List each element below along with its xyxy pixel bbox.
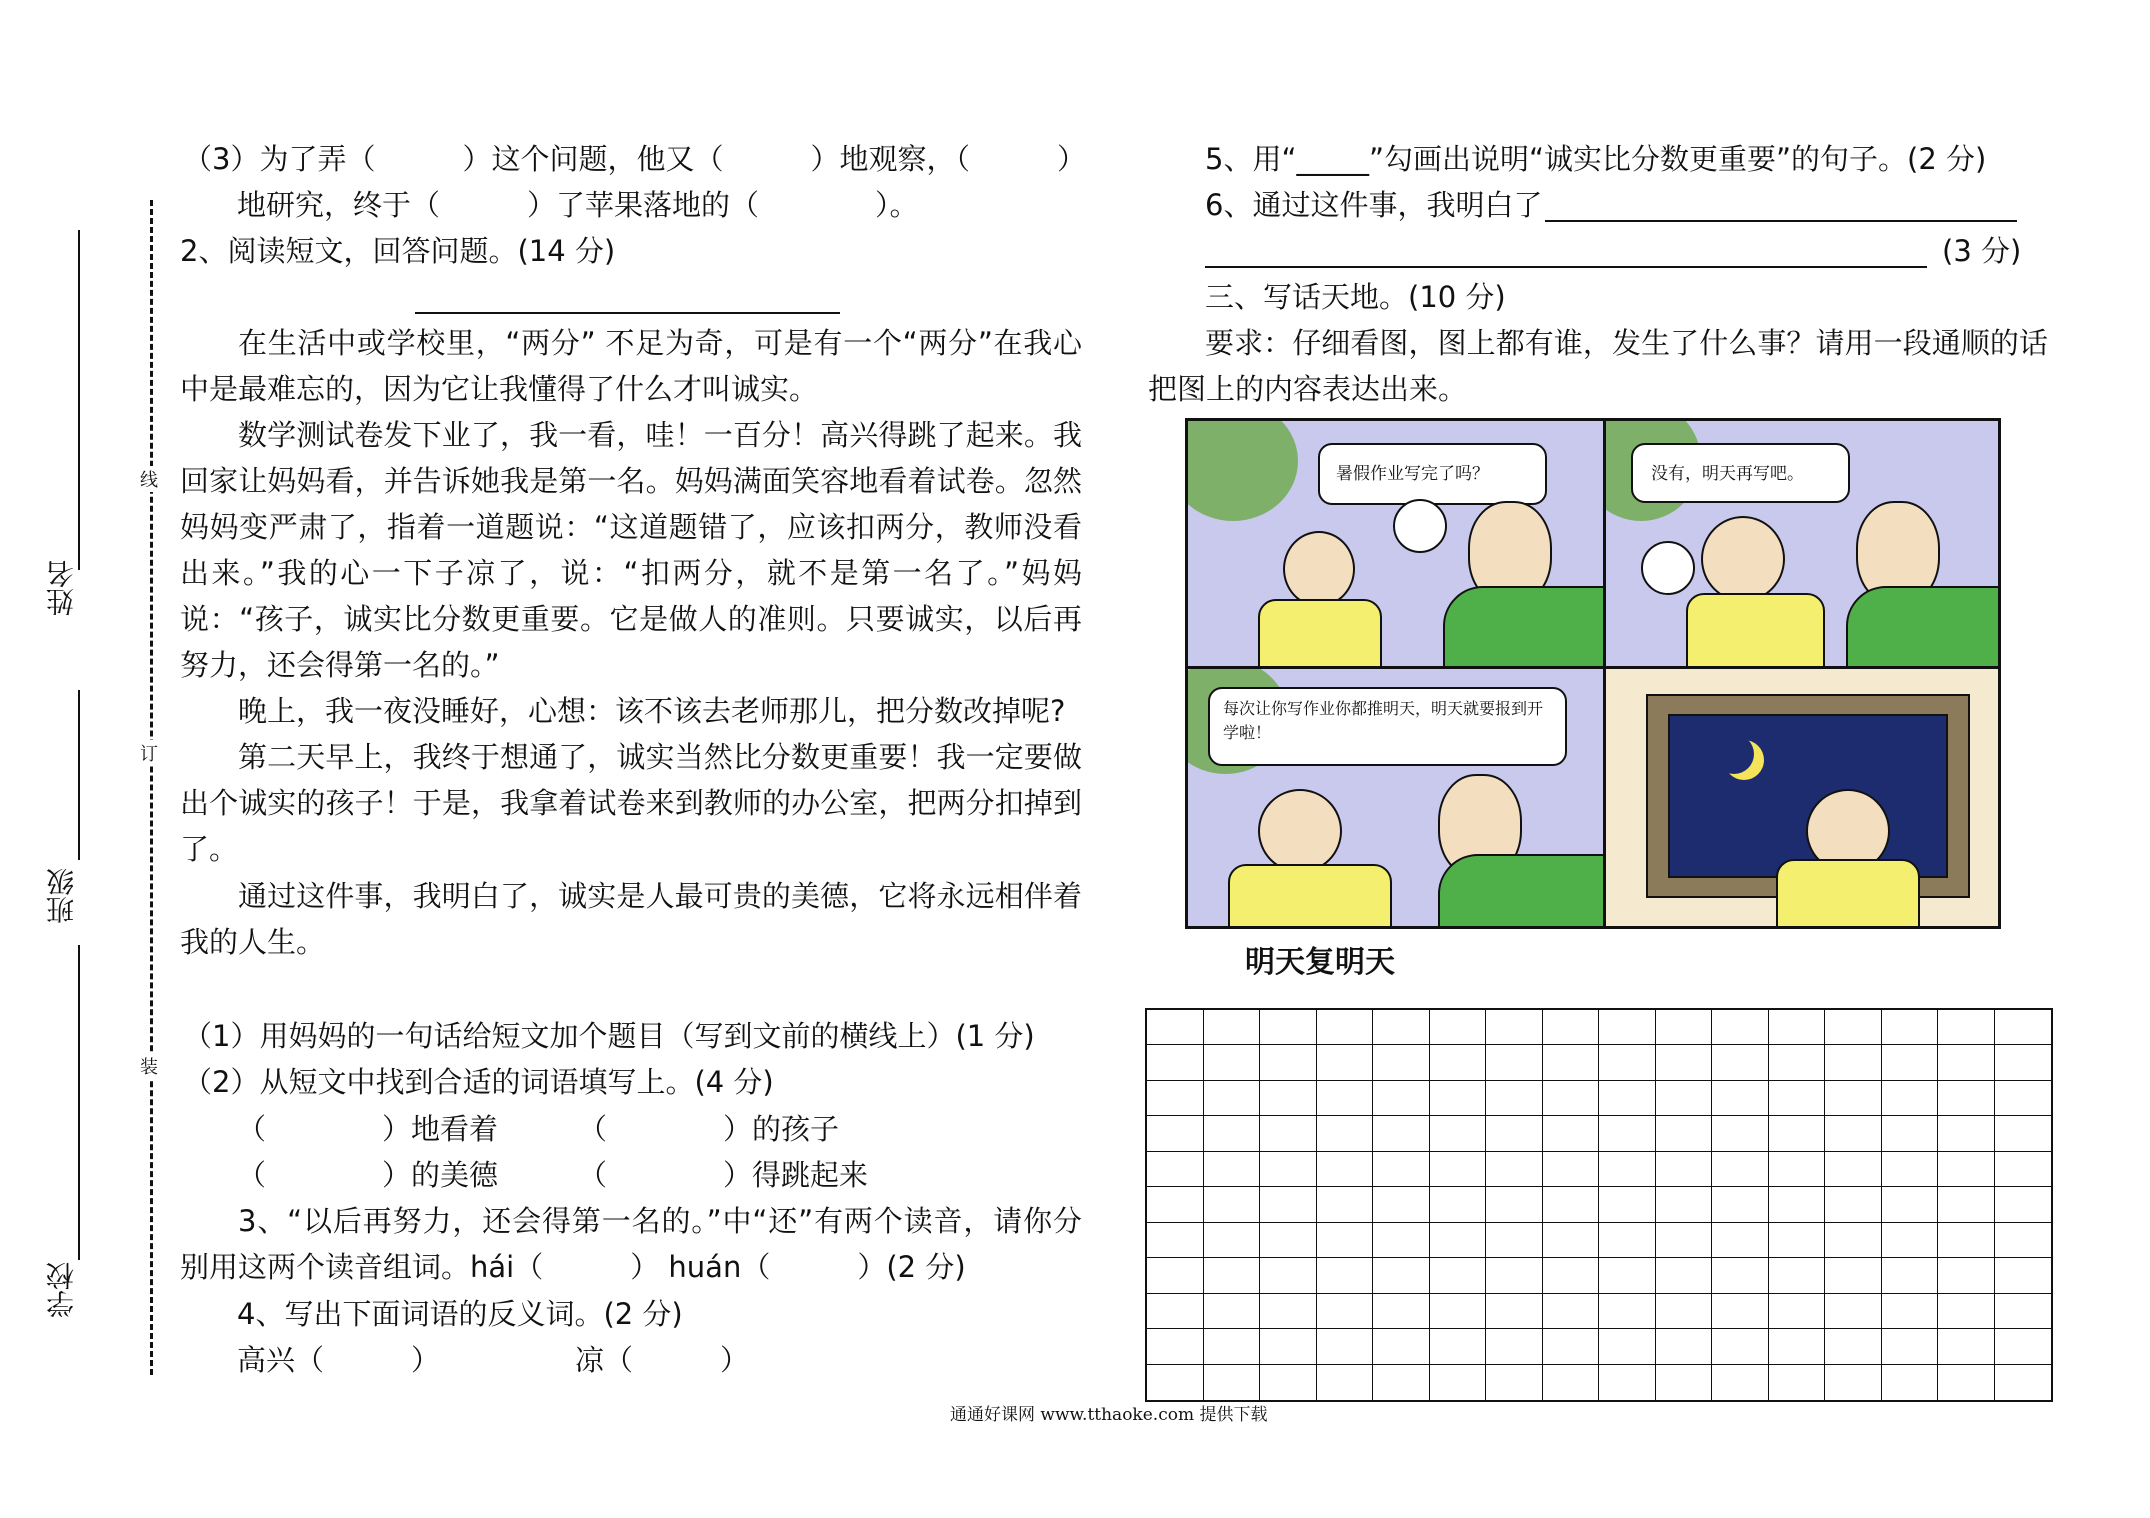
grid-cell[interactable] <box>1995 1365 2052 1400</box>
grid-cell[interactable] <box>1882 1081 1939 1116</box>
grid-cell[interactable] <box>1712 1081 1769 1116</box>
grid-cell[interactable] <box>1543 1010 1600 1045</box>
grid-cell[interactable] <box>1599 1365 1656 1400</box>
grid-cell[interactable] <box>1882 1223 1939 1258</box>
grid-cell[interactable] <box>1938 1294 1995 1329</box>
grid-cell[interactable] <box>1204 1116 1261 1151</box>
grid-cell[interactable] <box>1543 1116 1600 1151</box>
grid-cell[interactable] <box>1769 1010 1826 1045</box>
grid-cell[interactable] <box>1260 1081 1317 1116</box>
grid-cell[interactable] <box>1260 1329 1317 1364</box>
grid-cell[interactable] <box>1486 1365 1543 1400</box>
grid-cell[interactable] <box>1543 1258 1600 1293</box>
q2-blank-d[interactable]: （ ）得跳起来 <box>578 1158 869 1192</box>
grid-cell[interactable] <box>1599 1045 1656 1080</box>
grid-cell[interactable] <box>1938 1116 1995 1151</box>
grid-cell[interactable] <box>1882 1116 1939 1151</box>
grid-cell[interactable] <box>1543 1152 1600 1187</box>
grid-cell[interactable] <box>1825 1187 1882 1222</box>
comic-strip <box>1185 418 2001 929</box>
question-3: 3、“以后再努力，还会得第一名的。”中“还”有两个读音，请你分别用这两个读音组词。hái（ ） huán（ ）(2 分) <box>180 1204 1082 1284</box>
grid-cell[interactable] <box>1147 1116 1204 1151</box>
school-line <box>78 945 80 1260</box>
grid-cell[interactable] <box>1938 1010 1995 1045</box>
section2-title: 2、阅读短文，回答问题。(14 分) <box>180 234 616 268</box>
grid-cell[interactable] <box>1373 1010 1430 1045</box>
comic-panel-4 <box>1606 669 1998 926</box>
grid-cell[interactable] <box>1825 1081 1882 1116</box>
grid-cell[interactable] <box>1825 1329 1882 1364</box>
grid-cell[interactable] <box>1769 1116 1826 1151</box>
bind-label-pack: 装 <box>140 1053 158 1079</box>
grid-cell[interactable] <box>1317 1329 1374 1364</box>
grid-cell[interactable] <box>1656 1081 1713 1116</box>
grid-cell[interactable] <box>1599 1081 1656 1116</box>
grid-cell[interactable] <box>1656 1329 1713 1364</box>
grid-cell[interactable] <box>1204 1152 1261 1187</box>
grid-cell[interactable] <box>1260 1187 1317 1222</box>
grid-cell[interactable] <box>1882 1187 1939 1222</box>
grid-cell[interactable] <box>1995 1010 2052 1045</box>
boy-figure <box>1283 531 1355 607</box>
grid-cell[interactable] <box>1147 1258 1204 1293</box>
night-window <box>1668 714 1948 878</box>
q4-blank-b[interactable]: 凉（ ） <box>575 1343 750 1377</box>
grid-cell[interactable] <box>1656 1294 1713 1329</box>
grid-cell[interactable] <box>1825 1116 1882 1151</box>
grid-cell[interactable] <box>1317 1258 1374 1293</box>
grid-cell[interactable] <box>1769 1294 1826 1329</box>
bubble-text: 暑假作业写完了吗？ <box>1336 464 1489 484</box>
grid-cell[interactable] <box>1373 1258 1430 1293</box>
grid-cell[interactable] <box>1260 1045 1317 1080</box>
grid-cell[interactable] <box>1430 1045 1487 1080</box>
grid-cell[interactable] <box>1543 1187 1600 1222</box>
comic-title: 明天复明天 <box>1245 945 1395 980</box>
grid-cell[interactable] <box>1769 1152 1826 1187</box>
grid-cell[interactable] <box>1430 1010 1487 1045</box>
grid-cell[interactable] <box>1317 1045 1374 1080</box>
grid-cell[interactable] <box>1882 1258 1939 1293</box>
grid-cell[interactable] <box>1147 1081 1204 1116</box>
grid-cell[interactable] <box>1712 1329 1769 1364</box>
grid-cell[interactable] <box>1769 1045 1826 1080</box>
paragraph-5: 通过这件事，我明白了，诚实是人最可贵的美德，它将永远相伴着我的人生。 <box>180 879 1082 959</box>
grid-cell[interactable] <box>1430 1365 1487 1400</box>
binding-dashed-line <box>150 200 153 1375</box>
grid-cell[interactable] <box>1204 1294 1261 1329</box>
grid-cell[interactable] <box>1147 1329 1204 1364</box>
comic-panel-3 <box>1188 669 1606 926</box>
q2-blank-a[interactable]: （ ）地看着 <box>237 1112 499 1146</box>
grid-cell[interactable] <box>1656 1187 1713 1222</box>
grid-cell[interactable] <box>1825 1010 1882 1045</box>
grid-cell[interactable] <box>1995 1152 2052 1187</box>
grid-cell[interactable] <box>1543 1329 1600 1364</box>
name-line <box>78 230 80 570</box>
school-label: 学校 <box>45 1262 78 1318</box>
class-label: 班级 <box>45 868 78 924</box>
grid-cell[interactable] <box>1317 1365 1374 1400</box>
grid-cell[interactable] <box>1995 1294 2052 1329</box>
grid-cell[interactable] <box>1712 1010 1769 1045</box>
grid-cell[interactable] <box>1373 1365 1430 1400</box>
grid-cell[interactable] <box>1599 1010 1656 1045</box>
grid-cell[interactable] <box>1543 1223 1600 1258</box>
grid-cell[interactable] <box>1599 1329 1656 1364</box>
grid-cell[interactable] <box>1938 1045 1995 1080</box>
footer-credit: 通通好课网 www.tthaoke.com 提供下载 <box>950 1405 1268 1425</box>
grid-cell[interactable] <box>1486 1045 1543 1080</box>
tree-foliage <box>1188 421 1298 521</box>
grid-cell[interactable] <box>1995 1223 2052 1258</box>
grid-cell[interactable] <box>1656 1258 1713 1293</box>
grid-cell[interactable] <box>1599 1294 1656 1329</box>
grid-cell[interactable] <box>1882 1010 1939 1045</box>
grid-cell[interactable] <box>1995 1116 2052 1151</box>
class-line <box>78 690 80 860</box>
q3-line2: 地研究，终于（ ）了苹果落地的（ ）。 <box>237 188 919 222</box>
comic-panel-2 <box>1606 421 1998 669</box>
grid-cell[interactable] <box>1543 1081 1600 1116</box>
grid-cell[interactable] <box>1317 1081 1374 1116</box>
grid-cell[interactable] <box>1712 1116 1769 1151</box>
grid-cell[interactable] <box>1204 1258 1261 1293</box>
grid-cell[interactable] <box>1147 1365 1204 1400</box>
grid-cell[interactable] <box>1486 1329 1543 1364</box>
grid-cell[interactable] <box>1712 1258 1769 1293</box>
grid-cell[interactable] <box>1882 1329 1939 1364</box>
grid-cell[interactable] <box>1430 1329 1487 1364</box>
grid-cell[interactable] <box>1938 1187 1995 1222</box>
paragraph-4: 第二天早上，我终于想通了，诚实当然比分数更重要！我一定要做出个诚实的孩子！于是，我拿着试卷来到教师的办公室，把两分扣掉到了。 <box>180 740 1082 866</box>
grid-cell[interactable] <box>1373 1152 1430 1187</box>
grid-cell[interactable] <box>1712 1152 1769 1187</box>
grid-cell[interactable] <box>1430 1258 1487 1293</box>
grid-cell[interactable] <box>1430 1187 1487 1222</box>
grid-cell[interactable] <box>1204 1045 1261 1080</box>
grid-cell[interactable] <box>1825 1294 1882 1329</box>
grid-cell[interactable] <box>1995 1329 2052 1364</box>
grid-cell[interactable] <box>1260 1116 1317 1151</box>
mother-dress <box>1443 586 1606 669</box>
grid-cell[interactable] <box>1656 1045 1713 1080</box>
grid-cell[interactable] <box>1769 1223 1826 1258</box>
grid-cell[interactable] <box>1882 1152 1939 1187</box>
grid-cell[interactable] <box>1204 1329 1261 1364</box>
grid-cell[interactable] <box>1882 1045 1939 1080</box>
grid-cell[interactable] <box>1373 1081 1430 1116</box>
grid-cell[interactable] <box>1938 1329 1995 1364</box>
grid-cell[interactable] <box>1260 1365 1317 1400</box>
boy-shirt <box>1228 864 1392 926</box>
grid-cell[interactable] <box>1938 1152 1995 1187</box>
paragraph-1: 在生活中或学校里，“两分” 不足为奇，可是有一个“两分”在我心中是最难忘的，因为它让我懂得了什么才叫诚实。 <box>180 326 1082 406</box>
bubble-text: 没有，明天再写吧。 <box>1651 464 1804 484</box>
grid-cell[interactable] <box>1317 1187 1374 1222</box>
grid-cell[interactable] <box>1769 1365 1826 1400</box>
grid-cell[interactable] <box>1769 1329 1826 1364</box>
grid-cell[interactable] <box>1995 1081 2052 1116</box>
grid-cell[interactable] <box>1543 1365 1600 1400</box>
grid-cell[interactable] <box>1373 1187 1430 1222</box>
grid-cell[interactable] <box>1656 1223 1713 1258</box>
q2-blank-c[interactable]: （ ）的美德 <box>237 1158 499 1192</box>
grid-cell[interactable] <box>1486 1081 1543 1116</box>
grid-cell[interactable] <box>1825 1045 1882 1080</box>
grid-cell[interactable] <box>1543 1294 1600 1329</box>
soccer-ball-icon <box>1393 499 1447 553</box>
grid-cell[interactable] <box>1486 1010 1543 1045</box>
grid-cell[interactable] <box>1656 1116 1713 1151</box>
grid-cell[interactable] <box>1260 1258 1317 1293</box>
grid-cell[interactable] <box>1543 1045 1600 1080</box>
grid-cell[interactable] <box>1147 1152 1204 1187</box>
bind-label-line: 线 <box>140 466 158 492</box>
grid-cell[interactable] <box>1882 1365 1939 1400</box>
grid-cell[interactable] <box>1204 1223 1261 1258</box>
grid-cell[interactable] <box>1656 1010 1713 1045</box>
grid-cell[interactable] <box>1373 1045 1430 1080</box>
question-4: 4、写出下面词语的反义词。(2 分) <box>237 1297 683 1331</box>
grid-cell[interactable] <box>1147 1187 1204 1222</box>
question-2: （2）从短文中找到合适的词语填写上。(4 分) <box>183 1065 774 1099</box>
comic-panel-1 <box>1188 421 1606 669</box>
grid-cell[interactable] <box>1599 1258 1656 1293</box>
moon-icon <box>1714 734 1754 774</box>
grid-cell[interactable] <box>1825 1365 1882 1400</box>
grid-cell[interactable] <box>1260 1010 1317 1045</box>
paragraph-2: 数学测试卷发下业了，我一看，哇！一百分！高兴得跳了起来。我回家让妈妈看，并告诉她我是第一名。妈妈满面笑容地看着试卷。忽然妈妈变严肃了，指着一道题说：“这道题错了，应该扣两分，教师没看出来。”我的心一下子凉了，说：“扣两分，就不是第一名了。”妈妈说：“孩子，诚实比分数更重要。它是做人的准则。只要诚实，以后再努力，还会得第一名的。” <box>180 418 1082 682</box>
grid-cell[interactable] <box>1204 1081 1261 1116</box>
q2-blank-b[interactable]: （ ）的孩子 <box>578 1112 840 1146</box>
grid-cell[interactable] <box>1430 1152 1487 1187</box>
grid-cell[interactable] <box>1204 1010 1261 1045</box>
grid-cell[interactable] <box>1599 1223 1656 1258</box>
grid-cell[interactable] <box>1712 1187 1769 1222</box>
bubble-text: 每次让你写作业你都推明天，明天就要报到开学啦！ <box>1223 699 1544 742</box>
grid-cell[interactable] <box>1938 1223 1995 1258</box>
section3-title: 三、写话天地。(10 分) <box>1205 280 1506 314</box>
grid-cell[interactable] <box>1373 1294 1430 1329</box>
grid-cell[interactable] <box>1486 1223 1543 1258</box>
soccer-ball-icon <box>1641 541 1695 595</box>
grid-cell[interactable] <box>1317 1223 1374 1258</box>
grid-cell[interactable] <box>1825 1258 1882 1293</box>
question-5: 5、用“_____”勾画出说明“诚实比分数更重要”的句子。(2 分) <box>1205 142 1987 176</box>
grid-cell[interactable] <box>1430 1116 1487 1151</box>
boy-shirt <box>1258 599 1382 669</box>
grid-cell[interactable] <box>1486 1294 1543 1329</box>
grid-cell[interactable] <box>1486 1258 1543 1293</box>
grid-cell[interactable] <box>1204 1365 1261 1400</box>
grid-cell[interactable] <box>1486 1187 1543 1222</box>
question-6: 6、通过这件事，我明白了 <box>1205 188 1543 222</box>
grid-cell[interactable] <box>1712 1223 1769 1258</box>
grid-cell[interactable] <box>1204 1187 1261 1222</box>
grid-cell[interactable] <box>1995 1045 2052 1080</box>
grid-cell[interactable] <box>1769 1258 1826 1293</box>
grid-cell[interactable] <box>1260 1152 1317 1187</box>
grid-cell[interactable] <box>1712 1294 1769 1329</box>
grid-cell[interactable] <box>1260 1294 1317 1329</box>
bind-label-order: 订 <box>140 740 158 766</box>
grid-cell[interactable] <box>1147 1223 1204 1258</box>
grid-cell[interactable] <box>1769 1081 1826 1116</box>
q6-answer-line-2[interactable] <box>1205 266 1927 268</box>
grid-cell[interactable] <box>1712 1365 1769 1400</box>
grid-cell[interactable] <box>1373 1116 1430 1151</box>
grid-cell[interactable] <box>1656 1152 1713 1187</box>
grid-cell[interactable] <box>1147 1010 1204 1045</box>
grid-cell[interactable] <box>1995 1258 2052 1293</box>
grid-cell[interactable] <box>1317 1294 1374 1329</box>
mother-dress <box>1846 586 1998 669</box>
grid-cell[interactable] <box>1712 1045 1769 1080</box>
q6-answer-line-1[interactable] <box>1545 220 2017 222</box>
grid-cell[interactable] <box>1147 1294 1204 1329</box>
grid-cell[interactable] <box>1317 1116 1374 1151</box>
grid-cell[interactable] <box>1938 1365 1995 1400</box>
q6-score: (3 分) <box>1942 234 2022 268</box>
grid-cell[interactable] <box>1430 1223 1487 1258</box>
writing-grid[interactable] <box>1145 1008 2053 1402</box>
boy-shirt <box>1776 859 1920 926</box>
writing-requirement: 要求：仔细看图，图上都有谁，发生了什么事？请用一段通顺的话把图上的内容表达出来。 <box>1148 326 2048 406</box>
grid-cell[interactable] <box>1825 1223 1882 1258</box>
grid-cell[interactable] <box>1995 1187 2052 1222</box>
paragraph-3: 晚上，我一夜没睡好，心想：该不该去老师那儿，把分数改掉呢? <box>238 694 1066 728</box>
boy-figure <box>1258 789 1342 873</box>
grid-cell[interactable] <box>1373 1223 1430 1258</box>
grid-cell[interactable] <box>1486 1116 1543 1151</box>
grid-cell[interactable] <box>1260 1223 1317 1258</box>
grid-cell[interactable] <box>1486 1152 1543 1187</box>
grid-cell[interactable] <box>1599 1152 1656 1187</box>
grid-cell[interactable] <box>1430 1294 1487 1329</box>
grid-cell[interactable] <box>1317 1010 1374 1045</box>
grid-cell[interactable] <box>1373 1329 1430 1364</box>
grid-cell[interactable] <box>1599 1116 1656 1151</box>
name-label: 姓名 <box>45 560 78 616</box>
grid-cell[interactable] <box>1938 1081 1995 1116</box>
grid-cell[interactable] <box>1825 1152 1882 1187</box>
q3-line1: （3）为了弄（ ）这个问题，他又（ ）地观察，（ ） <box>183 142 1086 176</box>
boy-figure <box>1701 516 1785 602</box>
q4-blank-a[interactable]: 高兴（ ） <box>237 1343 441 1377</box>
grid-cell[interactable] <box>1147 1045 1204 1080</box>
grid-cell[interactable] <box>1317 1152 1374 1187</box>
grid-cell[interactable] <box>1656 1365 1713 1400</box>
grid-cell[interactable] <box>1938 1258 1995 1293</box>
grid-cell[interactable] <box>1882 1294 1939 1329</box>
grid-cell[interactable] <box>1769 1187 1826 1222</box>
boy-shirt <box>1686 593 1825 669</box>
mother-dress <box>1438 854 1606 926</box>
question-1: （1）用妈妈的一句话给短文加个题目（写到文前的横线上）(1 分) <box>183 1019 1035 1053</box>
grid-cell[interactable] <box>1430 1081 1487 1116</box>
title-blank[interactable] <box>415 312 840 314</box>
grid-cell[interactable] <box>1599 1187 1656 1222</box>
